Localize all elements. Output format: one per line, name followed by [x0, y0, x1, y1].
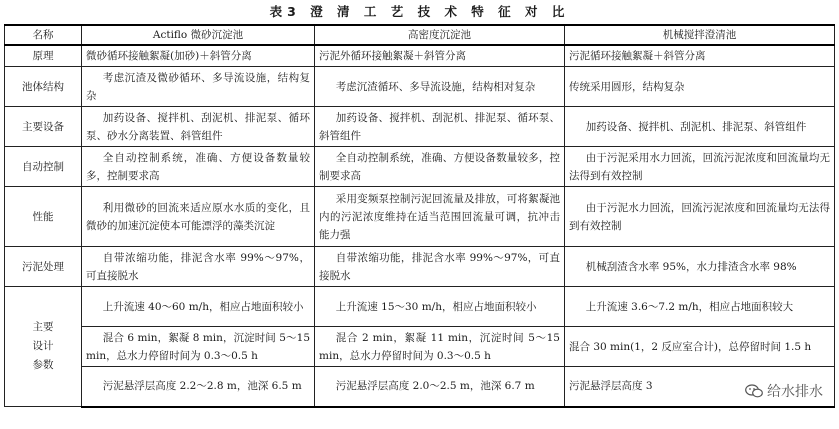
- table-cell: 自带浓缩功能，排泥含水率 99%～97%，可直接脱水: [315, 247, 565, 287]
- table-cell: 污泥悬浮层高度 3: [565, 367, 835, 407]
- table-row: [5, 327, 835, 367]
- table-cell: 上升流速 40～60 m/h，相应占地面积较小: [82, 287, 315, 327]
- header-name: 名称: [5, 25, 82, 45]
- table-row: [5, 107, 835, 147]
- table-cell: 污泥悬浮层高度 2.0～2.5 m，池深 6.7 m: [315, 367, 565, 407]
- table-cell: 混合 30 min(1，2 反应室合计)，总停留时间 1.5 h: [565, 327, 835, 367]
- table-cell: 全自动控制系统，准确、方便设备数量较多，控制要求高: [315, 147, 565, 187]
- header-row: [5, 25, 835, 45]
- table-cell: 加药设备、搅拌机、刮泥机、排泥泵、循环泵、砂水分离装置、斜管组件: [82, 107, 315, 147]
- row-label: 原理: [5, 45, 82, 67]
- header-mechanical: 机械搅拌澄清池: [565, 25, 835, 45]
- row-label: 池体结构: [5, 67, 82, 107]
- table-cell: 由于污泥采用水力回流，回流污泥浓度和回流量均无法得到有效控制: [565, 147, 835, 187]
- row-label: 污泥处理: [5, 247, 82, 287]
- params-label-line: 主要: [32, 321, 54, 333]
- header-high-density: 高密度沉淀池: [315, 25, 565, 45]
- watermark-text: 给水排水: [767, 384, 823, 400]
- comparison-table: [4, 24, 835, 408]
- table-cell: 混合 6 min，絮凝 8 min，沉淀时间 5～15 min，总水力停留时间为 0.3～0.5 h: [82, 327, 315, 367]
- table-cell: 由于污泥水力回流，回流污泥浓度和回流量均无法得到有效控制: [565, 187, 835, 247]
- table-cell: 采用变频泵控制污泥回流量及排放，可将絮凝池内的污泥浓度维持在适当范围回流量可调，抗冲击能力强: [315, 187, 565, 247]
- table-cell: 污泥循环接触絮凝＋斜管分离: [565, 45, 835, 67]
- row-label: 自动控制: [5, 147, 82, 187]
- table-row: [5, 367, 835, 407]
- table-cell: 加药设备、搅拌机、刮泥机、排泥泵、斜管组件: [565, 107, 835, 147]
- table-cell: 全自动控制系统，准确、方便设备数量较多，控制要求高: [82, 147, 315, 187]
- table-cell: 自带浓缩功能，排泥含水率 99%～97%，可直接脱水: [82, 247, 315, 287]
- row-label: 性能: [5, 187, 82, 247]
- table-cell: 机械刮渣含水率 95%，水力排渣含水率 98%: [565, 247, 835, 287]
- table-row: [5, 67, 835, 107]
- table-cell: 考虑沉渣及微砂循环、多导流设施，结构复杂: [82, 67, 315, 107]
- table-cell: 上升流速 3.6～7.2 m/h，相应占地面积较大: [565, 287, 835, 327]
- table-cell: 利用微砂的回流来适应原水水质的变化，且微砂的加速沉淀使本可能漂浮的藻类沉淀: [82, 187, 315, 247]
- table-cell: 微砂循环接触絮凝(加砂)＋斜管分离: [82, 45, 315, 67]
- wechat-icon: [745, 384, 763, 398]
- table-cell: 考虑沉渣循环、多导流设施，结构相对复杂: [315, 67, 565, 107]
- watermark: [741, 381, 827, 401]
- table-cell: 上升流速 15～30 m/h，相应占地面积较小: [315, 287, 565, 327]
- header-actiflo: Actiflo 微砂沉淀池: [82, 25, 315, 45]
- table-row: [5, 147, 835, 187]
- row-label: 主要设备: [5, 107, 82, 147]
- params-label-line: 参数: [32, 359, 54, 371]
- table-row: [5, 247, 835, 287]
- table-title: 表3 澄 清 工 艺 技 术 特 征 对 比: [269, 4, 570, 19]
- table-row: [5, 187, 835, 247]
- table-cell: 混合 2 min，絮凝 11 min，沉淀时间 5～15 min，总水力停留时间为 0.3～0.5 h: [315, 327, 565, 367]
- params-label-line: 设计: [32, 340, 54, 352]
- table-cell: 加药设备、搅拌机、刮泥机、排泥泵、循环泵、斜管组件: [315, 107, 565, 147]
- table-row: [5, 287, 835, 327]
- table-cell: 污泥外循环接触絮凝＋斜管分离: [315, 45, 565, 67]
- table-row: [5, 45, 835, 67]
- table-cell: 传统采用圆形，结构复杂: [565, 67, 835, 107]
- table-cell: 污泥悬浮层高度 2.2～2.8 m，池深 6.5 m: [82, 367, 315, 407]
- row-label-params: [5, 287, 82, 407]
